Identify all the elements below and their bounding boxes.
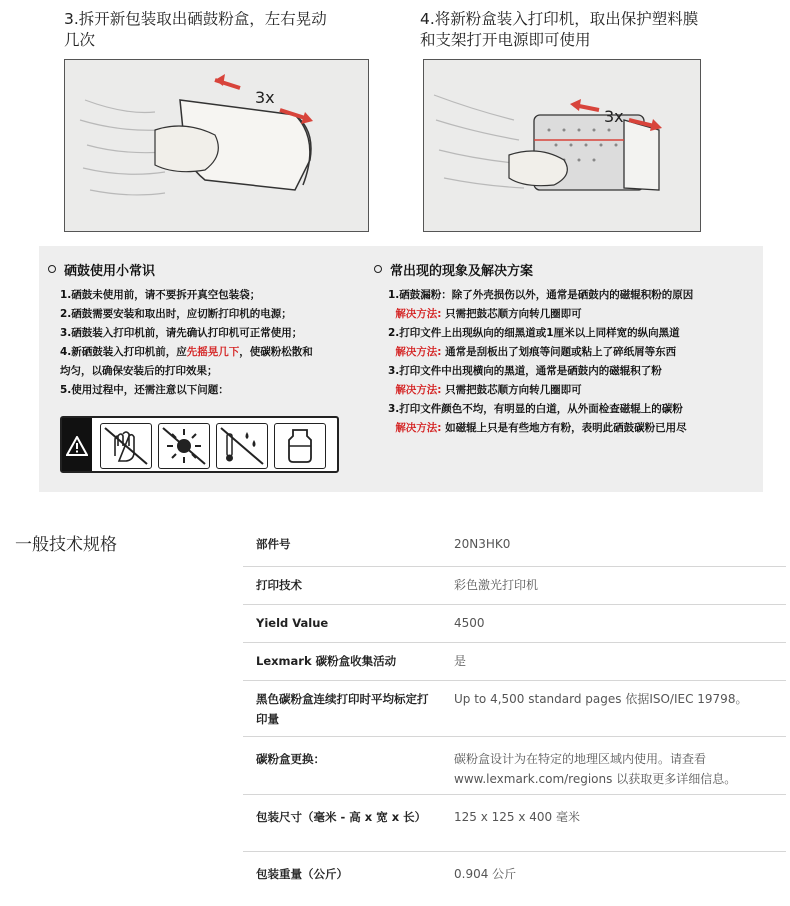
spec-key: Lexmark 碳粉盒收集活动: [256, 654, 397, 668]
spec-value: Up to 4,500 standard pages 依据ISO/IEC 19798。: [454, 692, 748, 706]
spec-row: [243, 852, 786, 896]
spec-row: [243, 795, 786, 852]
faq-solution: 解决方法: 只需把鼓芯顺方向转几圈即可: [395, 308, 582, 320]
step-4-caption: [420, 9, 760, 51]
spec-value: 20N3HK0: [454, 537, 511, 551]
faq-problem: 3.打印文件中出现横向的黑道，通常是硒鼓内的磁辊积了粉: [388, 365, 662, 377]
spec-key: 碳粉盒更换：: [256, 752, 325, 766]
spec-row: [243, 605, 786, 643]
spec-row: [243, 567, 786, 605]
spec-row: [243, 643, 786, 681]
step-4-line1: 4.将新粉盒装入打印机，取出保护塑料膜: [420, 10, 699, 28]
spec-value: 彩色激光打印机: [454, 578, 539, 592]
spec-value: 0.904 公斤: [454, 867, 517, 881]
no-touch-hand-icon: [100, 423, 152, 469]
step-4-line2: 和支架打开电源即可使用: [420, 31, 591, 49]
spec-section-title: 一般技术规格: [15, 535, 117, 555]
faq-problem: 2.打印文件上出现纵向的细黑道或1厘米以上同样宽的纵向黑道: [388, 327, 680, 339]
tips-heading-text: 硒鼓使用小常识: [64, 264, 156, 279]
spec-key: 包装重量（公斤）: [256, 867, 348, 881]
caution-icons-strip: [60, 416, 339, 473]
step-3-caption: [64, 9, 384, 51]
spec-value: 是: [454, 654, 467, 668]
spec-key: 黑色碳粉盒连续打印时平均标定打印量: [256, 692, 429, 726]
step-3-line1: 3.拆开新包装取出硒鼓粉盒，左右晃动: [64, 10, 327, 28]
tips-list: [60, 286, 370, 400]
bullet-circle-icon: [48, 265, 56, 273]
tips-heading: [48, 260, 155, 279]
spec-row: [243, 681, 786, 737]
tip-item: [60, 343, 370, 362]
faq-list: [388, 286, 758, 438]
spec-value: 125 x 125 x 400 毫米: [454, 810, 580, 824]
info-panel: [39, 246, 763, 492]
warning-icon: [62, 418, 92, 471]
shake-count-label-2: 3x: [604, 107, 624, 126]
tip-item: 3.硒鼓装入打印机前，请先确认打印机可正常使用；: [60, 327, 303, 339]
step-3-line2: 几次: [64, 31, 96, 49]
spec-row: [243, 737, 786, 795]
spec-table: [243, 522, 786, 896]
shake-count-label-1: 3x: [255, 88, 275, 107]
tip-item: 均匀，以确保安装后的打印效果；: [60, 365, 218, 377]
tip-item: 1.硒鼓未使用前，请不要拆开真空包装袋；: [60, 289, 261, 301]
faq-solution: 解决方法: 通常是刮板出了划痕等问题或粘上了碎纸屑等东西: [395, 346, 677, 358]
spec-key: Yield Value: [256, 616, 329, 630]
shake-cartridge-photo: [64, 59, 369, 232]
faq-solution: 解决方法: 只需把鼓芯顺方向转几圈即可: [395, 384, 582, 396]
bullet-circle-icon: [374, 265, 382, 273]
no-heat-moisture-icon: [216, 423, 268, 469]
no-shake-bottle-icon: [274, 423, 326, 469]
faq-heading-text: 常出现的现象及解决方案: [390, 264, 534, 279]
tip-item-4-pre: 4.新硒鼓装入打印机前，应: [60, 346, 187, 358]
spec-key: 包装尺寸（毫米 - 高 x 宽 x 长）: [256, 810, 427, 824]
install-cartridge-illustration: [424, 60, 700, 231]
install-cartridge-photo: [423, 59, 701, 232]
spec-key: 部件号: [256, 537, 291, 551]
tip-item-4-post: ，使碳粉松散和: [239, 346, 313, 358]
shake-cartridge-illustration: [65, 60, 368, 231]
faq-problem: 3.打印文件颜色不均，有明显的白道，从外面检查磁辊上的碳粉: [388, 403, 683, 415]
tip-item-4-highlight: 先摇晃几下: [186, 346, 240, 358]
spec-row: [243, 522, 786, 567]
faq-solution: 解决方法: 如磁辊上只是有些地方有粉，表明此硒鼓碳粉已用尽: [395, 422, 687, 434]
faq-heading: [374, 260, 533, 279]
no-sunlight-icon: [158, 423, 210, 469]
tip-item: 5.使用过程中，还需注意以下问题：: [60, 384, 229, 396]
spec-value: 4500: [454, 616, 485, 630]
faq-problem: 1.硒鼓漏粉：除了外壳损伤以外，通常是硒鼓内的磁辊积粉的原因: [388, 289, 694, 301]
spec-value: 碳粉盒设计为在特定的地理区域内使用。请查看 www.lexmark.com/regions 以获取更多详细信息。: [454, 752, 737, 786]
spec-key: 打印技术: [256, 578, 302, 592]
tip-item: 2.硒鼓需要安装和取出时，应切断打印机的电源；: [60, 308, 292, 320]
